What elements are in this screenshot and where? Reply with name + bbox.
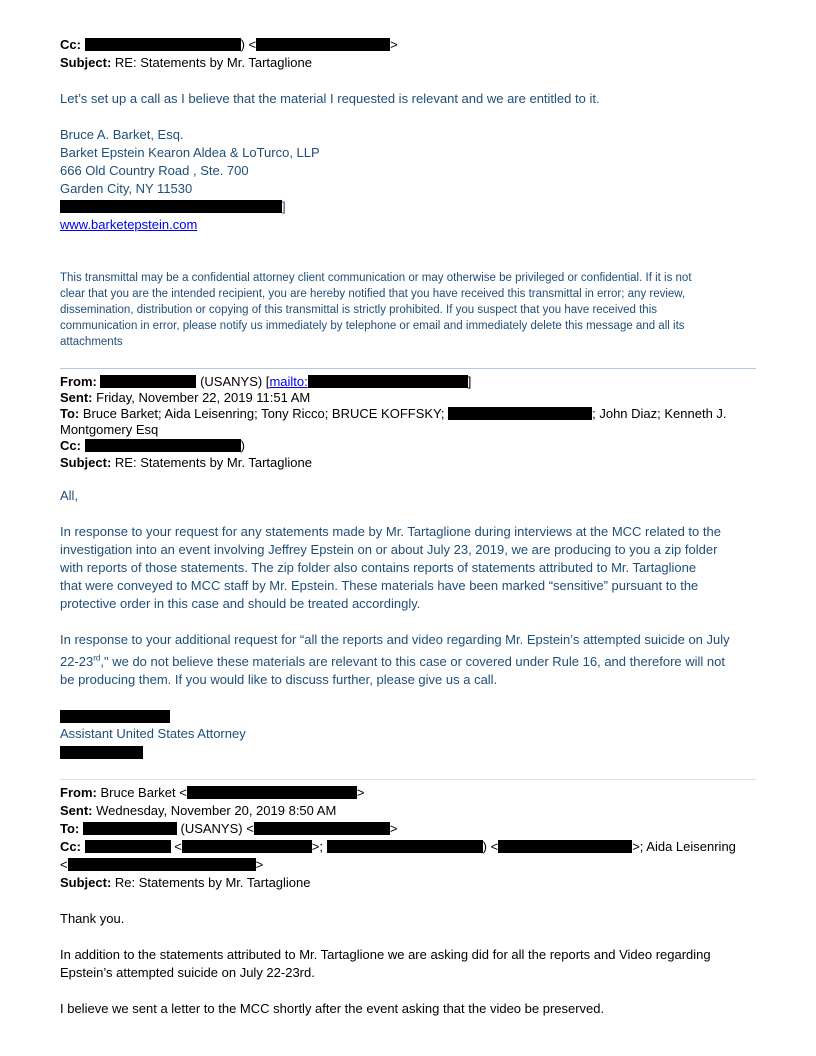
disclaimer-line: This transmittal may be a confidential attorney client communication or may otherwise be privileged or confidential. If it is not — [60, 272, 692, 284]
paragraph-line: be producing them. If you would like to discuss further, please give us a call. — [60, 672, 498, 687]
divider — [60, 779, 756, 780]
cc-text: ) < — [482, 839, 499, 854]
sent-value: Friday, November 22, 2019 11:51 AM — [96, 390, 311, 405]
cc-label: Cc: — [60, 438, 81, 453]
paragraph-line: Epstein’s attempted suicide on July 22-23rd. — [60, 965, 315, 980]
redaction-block — [60, 200, 282, 213]
redaction-block — [68, 858, 256, 871]
paragraph-line: I believe we sent a letter to the MCC shortly after the event asking that the video be preserved. — [60, 1001, 605, 1016]
redaction-block — [182, 840, 312, 853]
redaction-block — [498, 840, 632, 853]
cc-line-3-wrap — [60, 857, 263, 873]
sent-line-2 — [60, 390, 310, 406]
to-value-tail: ; John Diaz; Kenneth J. — [592, 406, 727, 421]
redaction-block — [60, 746, 143, 759]
sent-value: Wednesday, November 20, 2019 8:50 AM — [96, 803, 337, 818]
cc-text: >; Aida Leisenring — [632, 839, 736, 854]
superscript: rd — [93, 653, 101, 663]
signature-line: 666 Old Country Road , Ste. 700 — [60, 163, 249, 178]
from-text: > — [356, 785, 365, 800]
from-label: From: — [60, 374, 97, 389]
cc-separator: > — [390, 37, 398, 52]
redaction-block — [60, 710, 170, 723]
subject-value: RE: Statements by Mr. Tartaglione — [114, 455, 312, 470]
redaction-block — [256, 38, 390, 51]
redaction-block — [85, 840, 171, 853]
cc-text: > — [255, 857, 264, 872]
cc-label: Cc: — [60, 839, 81, 854]
subject-line-3 — [60, 875, 311, 891]
to-label: To: — [60, 406, 80, 421]
paragraph-line — [60, 654, 725, 670]
cc-text: < — [170, 839, 182, 854]
signature-redacted-line — [60, 709, 170, 725]
paragraph-text: ," we do not believe these materials are relevant to this case or covered under Rule 16, and therefore will not — [100, 654, 726, 669]
sent-line-3 — [60, 803, 336, 819]
to-line-2-wrap: Montgomery Esq — [60, 422, 159, 437]
paragraph-line: In addition to the statements attributed to Mr. Tartaglione we are asking did for all the reports and Video regarding — [60, 947, 711, 962]
subject-label: Subject: — [60, 455, 112, 470]
mailto-link[interactable]: mailto: — [269, 374, 308, 389]
greeting: All, — [60, 488, 79, 503]
paragraph-line: that were conveyed to MCC staff by Mr. Epstein. These materials have been marked “sensitive” pursuant to the — [60, 578, 699, 593]
signature-title: Assistant United States Attorney — [60, 726, 246, 741]
from-value: Bruce Barket < — [100, 785, 187, 800]
signature-line: Barket Epstein Kearon Aldea & LoTurco, LLP — [60, 145, 320, 160]
redaction-block — [85, 439, 241, 452]
paragraph-text: 22-23 — [60, 654, 94, 669]
cc-text: < — [60, 857, 68, 872]
from-text: (USANYS) [ — [196, 374, 270, 389]
signature-line: Bruce A. Barket, Esq. — [60, 127, 184, 142]
paragraph-line: In response to your request for any statements made by Mr. Tartaglione during interviews at the MCC related to the — [60, 524, 721, 539]
paragraph-line: In response to your additional request for “all the reports and video regarding Mr. Epstein’s attempted suicide on July — [60, 632, 730, 647]
subject-line-2 — [60, 455, 312, 471]
signature-line: Garden City, NY 11530 — [60, 181, 193, 196]
redaction-block — [187, 786, 357, 799]
from-line-3 — [60, 785, 364, 801]
cc-line-2 — [60, 438, 245, 454]
thanks-line: Thank you. — [60, 911, 125, 926]
to-value: Bruce Barket; Aida Leisenring; Tony Ricco; BRUCE KOFFSKY; — [82, 406, 445, 421]
sent-label: Sent: — [60, 803, 93, 818]
cc-text: >; — [311, 839, 324, 854]
subject-line-1 — [60, 55, 312, 71]
cc-line-3 — [60, 839, 736, 855]
to-line-3 — [60, 821, 397, 837]
paragraph-line: protective order in this case and should be treated accordingly. — [60, 596, 421, 611]
redaction-block — [100, 375, 196, 388]
website-link-text[interactable]: www.barketepstein.com — [60, 217, 198, 232]
subject-value: RE: Statements by Mr. Tartaglione — [114, 55, 312, 70]
subject-label: Subject: — [60, 55, 112, 70]
signature-redacted-line — [60, 199, 286, 215]
disclaimer-line: dissemination, distribution or copying of this transmittal is strictly prohibited. If you suspect that you have received this — [60, 304, 658, 316]
from-label: From: — [60, 785, 97, 800]
divider — [60, 368, 756, 369]
paragraph-line: investigation into an event involving Jeffrey Epstein on or about July 23, 2019, we are producing to you a zip folder — [60, 542, 718, 557]
to-line-2 — [60, 406, 727, 422]
cc-text: ) — [240, 438, 245, 453]
to-text: > — [389, 821, 398, 836]
paragraph-line: with reports of those statements. The zip folder also contains reports of statements attributed to Mr. Tartaglione — [60, 560, 697, 575]
disclaimer-line: communication in error, please notify us immediately by telephone or email and immediately delete this message and all its — [60, 320, 685, 332]
redaction-block — [327, 840, 483, 853]
redaction-block — [85, 38, 241, 51]
signature-redacted-line — [60, 745, 143, 761]
redaction-block — [254, 822, 390, 835]
sent-label: Sent: — [60, 390, 93, 405]
cc-separator: ) < — [240, 37, 257, 52]
disclaimer-line: clear that you are the intended recipient, you are hereby notified that you have received this transmittal in error; any review, — [60, 288, 686, 300]
website-link[interactable] — [60, 217, 197, 233]
subject-value: Re: Statements by Mr. Tartaglione — [114, 875, 311, 890]
redaction-block — [448, 407, 592, 420]
cc-line-1 — [60, 37, 398, 53]
redaction-block — [308, 375, 468, 388]
bracket: ] — [282, 199, 286, 214]
email1-body: Let’s set up a call as I believe that the material I requested is relevant and we are entitled to it. — [60, 91, 600, 106]
from-line-2 — [60, 374, 471, 390]
disclaimer-line: attachments — [60, 336, 123, 348]
cc-label: Cc: — [60, 37, 81, 52]
to-text: (USANYS) < — [176, 821, 254, 836]
to-label: To: — [60, 821, 80, 836]
subject-label: Subject: — [60, 875, 112, 890]
from-text: ] — [467, 374, 472, 389]
redaction-block — [83, 822, 177, 835]
